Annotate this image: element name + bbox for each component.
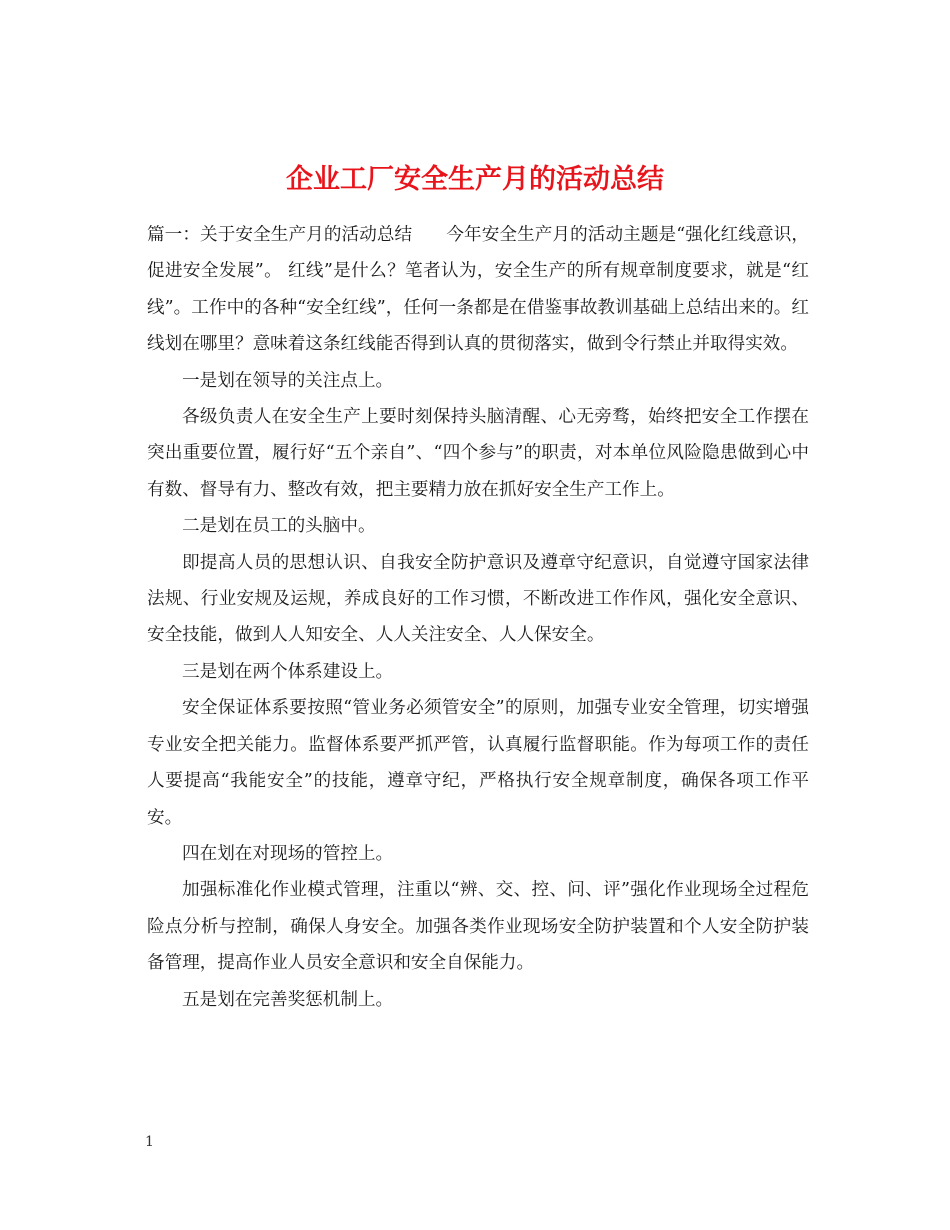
intro-heading: 篇一：关于安全生产月的活动总结 xyxy=(147,225,413,245)
document-body xyxy=(147,217,809,1018)
section-heading-4: 四在划在对现场的管控上。 xyxy=(182,843,394,864)
section-paragraph-1: 各级负责人在安全生产上要时刻保持头脑清醒、心无旁骛，始终把安全工作摆在突出重要位置，履行好“五个亲自”、“四个参与”的职责，对本单位风险隐患做到心中有数、督导有力、整改有效，把主要精力放在抓好安全生产工作上。 xyxy=(147,407,809,500)
section-heading-1: 一是划在领导的关注点上。 xyxy=(182,370,394,391)
document-title: 企业工厂安全生产月的活动总结 xyxy=(286,164,664,196)
section-heading-3: 三是划在两个体系建设上。 xyxy=(182,661,394,682)
intro-text: 今年安全生产月的活动主题是“强化红线意识，促进安全发展”。 红线”是什么？笔者认为，安全生产的所有规章制度要求，就是“红线”。工作中的各种“安全红线”，任何一条都是在借鉴事故教训基础上总结出来的。红线划在哪里？意味着这条红线能否得到认真的贯彻落实，做到令行禁止并取得实效。 xyxy=(147,225,809,355)
section-paragraph-4: 加强标准化作业模式管理，注重以“辨、交、控、问、评”强化作业现场全过程危险点分析与控制，确保人身安全。加强各类作业现场安全防护装置和个人安全防护装备管理，提高作业人员安全意识和安全自保能力。 xyxy=(147,880,809,974)
intro-paragraph xyxy=(147,217,809,363)
section-paragraph-3: 安全保证体系要按照“管业务必须管安全”的原则，加强专业安全管理，切实增强专业安全把关能力。监督体系要严抓严管，认真履行监督职能。作为每项工作的责任人要提高“我能安全”的技能，遵章守纪，严格执行安全规章制度，确保各项工作平安。 xyxy=(147,698,809,828)
section-heading-2: 二是划在员工的头脑中。 xyxy=(182,516,376,537)
section-paragraph-2: 即提高人员的思想认识、自我安全防护意识及遵章守纪意识，自觉遵守国家法律法规、行业安规及运规，养成良好的工作习惯，不断改进工作作风，强化安全意识、安全技能，做到人人知安全、人人关注安全、人人保安全。 xyxy=(147,552,809,646)
page-number: 1 xyxy=(145,1134,154,1150)
section-heading-5: 五是划在完善奖惩机制上。 xyxy=(182,989,394,1010)
